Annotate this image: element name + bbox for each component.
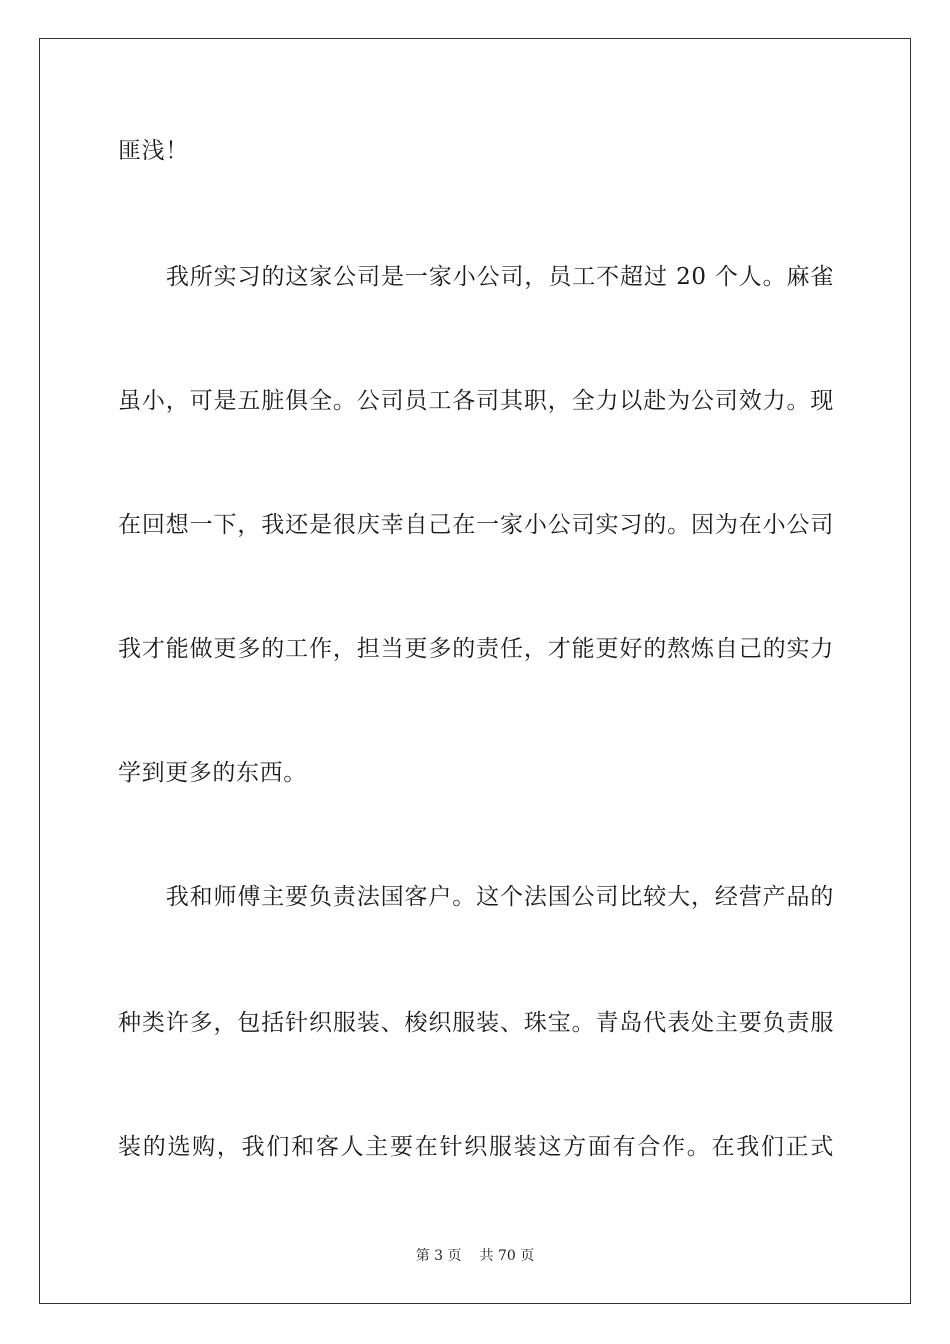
paragraph-start-line: 我和师傅主要负责法国客户。这个法国公司比较大，经营产品的 bbox=[118, 884, 834, 910]
text-line: 虽小，可是五脏俱全。公司员工各司其职，全力以赴为公司效力。现 bbox=[118, 388, 834, 414]
text-line: 装的选购，我们和客人主要在针织服装这方面有合作。在我们正式 bbox=[118, 1134, 834, 1160]
text-line: 种类许多，包括针织服装、梭织服装、珠宝。青岛代表处主要负责服 bbox=[118, 1010, 834, 1036]
page-total: 共 70 页 bbox=[479, 1248, 535, 1264]
text-line: 在回想一下，我还是很庆幸自己在一家小公司实习的。因为在小公司 bbox=[118, 512, 834, 538]
page-border bbox=[39, 38, 911, 1304]
text-line: 我才能做更多的工作，担当更多的责任，才能更好的熬炼自己的实力 bbox=[118, 636, 834, 662]
paragraph-start-line: 我所实习的这家公司是一家小公司，员工不超过 20 个人。麻雀 bbox=[118, 264, 834, 290]
text-line: 学到更多的东西。 bbox=[118, 760, 307, 786]
text-line: 匪浅！ bbox=[118, 138, 189, 164]
page-number: 第 3 页 bbox=[415, 1248, 462, 1264]
page-footer bbox=[0, 1247, 950, 1265]
